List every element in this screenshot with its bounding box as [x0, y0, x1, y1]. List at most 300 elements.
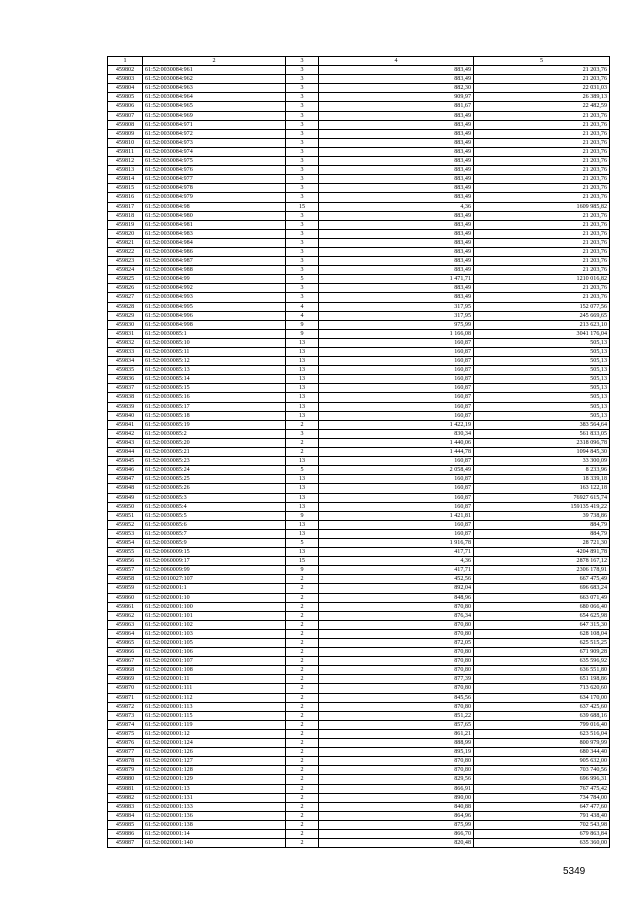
table-cell: 459873	[108, 711, 143, 720]
table-cell: 417,71	[319, 548, 474, 557]
header-cell: 5	[474, 57, 610, 66]
table-cell: 61:52:0020001:119	[143, 720, 286, 729]
table-row	[108, 802, 610, 811]
table-cell: 505,13	[474, 411, 610, 420]
table-cell: 505,13	[474, 393, 610, 402]
table-cell: 61:52:0030084:986	[143, 247, 286, 256]
table-cell: 634 170,00	[474, 693, 610, 702]
table-cell: 459848	[108, 484, 143, 493]
table-cell: 61:52:0030084:980	[143, 211, 286, 220]
table-cell: 61:52:0020001:105	[143, 639, 286, 648]
table-cell: 884,79	[474, 520, 610, 529]
table-row	[108, 538, 610, 547]
table-cell: 3041 176,04	[474, 329, 610, 338]
table-cell: 13	[286, 375, 319, 384]
table-cell: 1094 845,30	[474, 448, 610, 457]
table-cell: 505,13	[474, 348, 610, 357]
table-cell: 883,49	[319, 129, 474, 138]
table-cell: 4204 891,78	[474, 548, 610, 557]
table-row	[108, 675, 610, 684]
table-cell: 883,49	[319, 175, 474, 184]
table-cell: 459861	[108, 602, 143, 611]
table-cell: 61:52:0020001:136	[143, 811, 286, 820]
table-cell: 4	[286, 311, 319, 320]
table-cell: 459833	[108, 348, 143, 357]
table-cell: 61:52:0030085:3	[143, 493, 286, 502]
table-cell: 2	[286, 448, 319, 457]
table-cell: 61:52:0030084:992	[143, 284, 286, 293]
table-row	[108, 157, 610, 166]
table-row	[108, 575, 610, 584]
table-cell: 459829	[108, 311, 143, 320]
table-cell: 866,70	[319, 829, 474, 838]
table-row	[108, 493, 610, 502]
table-cell: 2	[286, 829, 319, 838]
table-cell: 870,80	[319, 684, 474, 693]
table-cell: 61:52:0030084:978	[143, 184, 286, 193]
table-cell: 61:52:0020001:12	[143, 729, 286, 738]
table-cell: 21 203,76	[474, 184, 610, 193]
table-cell: 160,87	[319, 493, 474, 502]
table-cell: 21 203,76	[474, 211, 610, 220]
table-cell: 459856	[108, 557, 143, 566]
table-cell: 459887	[108, 839, 143, 848]
table-cell: 61:52:0030084:996	[143, 311, 286, 320]
table-cell: 61:52:0060009:17	[143, 557, 286, 566]
table-cell: 883,49	[319, 66, 474, 75]
table-row	[108, 366, 610, 375]
table-cell: 459805	[108, 93, 143, 102]
table-cell: 459828	[108, 302, 143, 311]
table-cell: 61:52:0020001:111	[143, 684, 286, 693]
table-cell: 1 444,78	[319, 448, 474, 457]
table-cell: 459804	[108, 84, 143, 93]
table-cell: 3	[286, 429, 319, 438]
table-cell: 800 979,99	[474, 739, 610, 748]
table-row	[108, 739, 610, 748]
table-cell: 883,49	[319, 193, 474, 202]
table-row	[108, 266, 610, 275]
table-cell: 61:52:0030085:10	[143, 338, 286, 347]
table-cell: 13	[286, 493, 319, 502]
table-cell: 61:52:0020001:129	[143, 775, 286, 784]
table-cell: 459803	[108, 75, 143, 84]
table-cell: 13	[286, 357, 319, 366]
table-cell: 3	[286, 66, 319, 75]
table-cell: 2	[286, 629, 319, 638]
table-cell: 9	[286, 511, 319, 520]
table-cell: 892,04	[319, 584, 474, 593]
table-row	[108, 629, 610, 638]
table-cell: 459864	[108, 629, 143, 638]
table-cell: 459880	[108, 775, 143, 784]
table-cell: 61:52:0060009:99	[143, 566, 286, 575]
table-cell: 459814	[108, 175, 143, 184]
table-cell: 21 203,76	[474, 284, 610, 293]
table-cell: 883,49	[319, 211, 474, 220]
table-row	[108, 375, 610, 384]
table-cell: 13	[286, 475, 319, 484]
table-cell: 2878 167,12	[474, 557, 610, 566]
table-cell: 651 198,86	[474, 675, 610, 684]
table-cell: 459823	[108, 257, 143, 266]
table-cell: 13	[286, 457, 319, 466]
table-cell: 160,87	[319, 338, 474, 347]
table-cell: 895,19	[319, 748, 474, 757]
table-cell: 22 482,59	[474, 102, 610, 111]
table-cell: 61:52:0030085:11	[143, 348, 286, 357]
table-cell: 2	[286, 693, 319, 702]
table-row	[108, 138, 610, 147]
table-cell: 61:52:0030084:974	[143, 147, 286, 156]
table-cell: 28 721,30	[474, 538, 610, 547]
table-row	[108, 111, 610, 120]
table-cell: 61:52:0030084:98	[143, 202, 286, 211]
table-cell: 459853	[108, 529, 143, 538]
table-cell: 459839	[108, 402, 143, 411]
table-cell: 61:52:0030085:7	[143, 529, 286, 538]
table-cell: 21 203,76	[474, 247, 610, 256]
table-cell: 459809	[108, 129, 143, 138]
table-cell: 870,80	[319, 657, 474, 666]
table-cell: 459817	[108, 202, 143, 211]
table-cell: 459868	[108, 666, 143, 675]
table-row	[108, 811, 610, 820]
table-cell: 3	[286, 129, 319, 138]
table-cell: 459871	[108, 693, 143, 702]
table-cell: 61:52:0020001:108	[143, 666, 286, 675]
table-cell: 2	[286, 593, 319, 602]
table-cell: 883,49	[319, 147, 474, 156]
table-cell: 459851	[108, 511, 143, 520]
table-cell: 459852	[108, 520, 143, 529]
table-cell: 635 596,92	[474, 657, 610, 666]
table-cell: 21 203,76	[474, 220, 610, 229]
table-cell: 876,34	[319, 611, 474, 620]
table-row	[108, 529, 610, 538]
table-cell: 61:52:0030085:5	[143, 511, 286, 520]
table-row	[108, 302, 610, 311]
table-cell: 2	[286, 775, 319, 784]
table-cell: 2	[286, 702, 319, 711]
table-cell: 3	[286, 102, 319, 111]
table-cell: 459874	[108, 720, 143, 729]
table-cell: 61:52:0030085:24	[143, 466, 286, 475]
table-cell: 3	[286, 257, 319, 266]
table-cell: 2	[286, 575, 319, 584]
table-cell: 883,49	[319, 266, 474, 275]
table-cell: 851,22	[319, 711, 474, 720]
table-row	[108, 393, 610, 402]
table-cell: 21 203,76	[474, 266, 610, 275]
table-row	[108, 720, 610, 729]
table-cell: 459836	[108, 375, 143, 384]
table-cell: 2	[286, 793, 319, 802]
table-cell: 2	[286, 438, 319, 447]
table-cell: 160,87	[319, 411, 474, 420]
table-cell: 1 916,78	[319, 538, 474, 547]
table-cell: 459837	[108, 384, 143, 393]
table-row	[108, 129, 610, 138]
table-cell: 459832	[108, 338, 143, 347]
table-cell: 21 203,76	[474, 138, 610, 147]
table-cell: 160,87	[319, 484, 474, 493]
table-cell: 459863	[108, 620, 143, 629]
table-cell: 888,99	[319, 739, 474, 748]
table-row	[108, 147, 610, 156]
table-row	[108, 502, 610, 511]
table-cell: 829,56	[319, 775, 474, 784]
table-cell: 2	[286, 766, 319, 775]
table-cell: 459860	[108, 593, 143, 602]
table-cell: 459875	[108, 729, 143, 738]
table-cell: 8 233,96	[474, 466, 610, 475]
table-cell: 3	[286, 84, 319, 93]
table-cell: 3	[286, 184, 319, 193]
table-cell: 459824	[108, 266, 143, 275]
table-cell: 3	[286, 247, 319, 256]
table-cell: 2	[286, 675, 319, 684]
table-cell: 791 438,40	[474, 811, 610, 820]
table-cell: 383 564,64	[474, 420, 610, 429]
table-cell: 3	[286, 75, 319, 84]
table-cell: 61:52:0030084:983	[143, 229, 286, 238]
table-cell: 654 625,98	[474, 611, 610, 620]
table-cell: 2	[286, 802, 319, 811]
table-cell: 160,87	[319, 348, 474, 357]
table-cell: 2	[286, 602, 319, 611]
table-row	[108, 75, 610, 84]
table-cell: 61:52:0030085:23	[143, 457, 286, 466]
table-row	[108, 557, 610, 566]
table-cell: 3	[286, 211, 319, 220]
table-cell: 61:52:0030084:971	[143, 120, 286, 129]
table-cell: 3	[286, 138, 319, 147]
table-row	[108, 211, 610, 220]
table-cell: 21 203,76	[474, 257, 610, 266]
table-row	[108, 329, 610, 338]
table-cell: 160,87	[319, 457, 474, 466]
table-row	[108, 511, 610, 520]
table-cell: 2	[286, 684, 319, 693]
table-cell: 883,49	[319, 157, 474, 166]
table-row	[108, 466, 610, 475]
table-cell: 2	[286, 729, 319, 738]
table-cell: 245 669,65	[474, 311, 610, 320]
table-cell: 61:52:0020001:107	[143, 657, 286, 666]
table-cell: 61:52:0030085:14	[143, 375, 286, 384]
table-cell: 883,49	[319, 257, 474, 266]
table-cell: 61:52:0030084:972	[143, 129, 286, 138]
table-cell: 13	[286, 366, 319, 375]
table-cell: 3	[286, 238, 319, 247]
table-cell: 13	[286, 411, 319, 420]
table-row	[108, 84, 610, 93]
table-cell: 61:52:0020001:140	[143, 839, 286, 848]
table-cell: 703 740,56	[474, 766, 610, 775]
table-row	[108, 102, 610, 111]
table-cell: 61:52:0020001:124	[143, 739, 286, 748]
table-row	[108, 193, 610, 202]
table-cell: 33 300,09	[474, 457, 610, 466]
table-row	[108, 584, 610, 593]
table-cell: 505,13	[474, 338, 610, 347]
table-row	[108, 766, 610, 775]
table-row	[108, 348, 610, 357]
table-cell: 877,39	[319, 675, 474, 684]
table-cell: 2	[286, 584, 319, 593]
table-row	[108, 275, 610, 284]
table-cell: 459850	[108, 502, 143, 511]
table-row	[108, 775, 610, 784]
table-cell: 13	[286, 548, 319, 557]
table-cell: 61:52:0030085:13	[143, 366, 286, 375]
table-cell: 3	[286, 166, 319, 175]
table-cell: 2	[286, 839, 319, 848]
table-row	[108, 402, 610, 411]
table-cell: 2	[286, 748, 319, 757]
table-cell: 61:52:0030084:979	[143, 193, 286, 202]
table-cell: 820,48	[319, 839, 474, 848]
data-table	[107, 56, 610, 848]
table-cell: 15	[286, 557, 319, 566]
table-cell: 864,96	[319, 811, 474, 820]
table-cell: 61:52:0020001:103	[143, 629, 286, 638]
table-cell: 61:52:0020001:13	[143, 784, 286, 793]
table-cell: 61:52:0010027:107	[143, 575, 286, 584]
table-cell: 870,80	[319, 757, 474, 766]
table-row	[108, 411, 610, 420]
table-cell: 21 203,76	[474, 120, 610, 129]
table-cell: 459855	[108, 548, 143, 557]
table-cell: 61:52:0030084:964	[143, 93, 286, 102]
table-cell: 459825	[108, 275, 143, 284]
table-cell: 883,49	[319, 166, 474, 175]
table-cell: 459802	[108, 66, 143, 75]
table-cell: 160,87	[319, 375, 474, 384]
table-cell: 459845	[108, 457, 143, 466]
table-cell: 459826	[108, 284, 143, 293]
table-row	[108, 829, 610, 838]
table-cell: 647 315,30	[474, 620, 610, 629]
table-cell: 5	[286, 275, 319, 284]
table-cell: 884,79	[474, 529, 610, 538]
table-cell: 2306 178,91	[474, 566, 610, 575]
table-cell: 459842	[108, 429, 143, 438]
table-cell: 160,87	[319, 393, 474, 402]
table-cell: 883,49	[319, 138, 474, 147]
table-cell: 61:52:0030084:998	[143, 320, 286, 329]
table-cell: 872,05	[319, 639, 474, 648]
table-cell: 160,87	[319, 366, 474, 375]
table-row	[108, 166, 610, 175]
table-cell: 2	[286, 611, 319, 620]
table-cell: 417,71	[319, 566, 474, 575]
table-cell: 21 203,76	[474, 66, 610, 75]
table-cell: 3	[286, 157, 319, 166]
table-cell: 459808	[108, 120, 143, 129]
table-row	[108, 284, 610, 293]
table-cell: 160,87	[319, 357, 474, 366]
table-cell: 21 203,76	[474, 157, 610, 166]
table-cell: 61:52:0030084:993	[143, 293, 286, 302]
table-cell: 505,13	[474, 402, 610, 411]
table-cell: 61:52:0020001:131	[143, 793, 286, 802]
table-cell: 1 422,19	[319, 420, 474, 429]
table-cell: 2	[286, 720, 319, 729]
table-cell: 61:52:0030084:965	[143, 102, 286, 111]
table-cell: 21 203,76	[474, 129, 610, 138]
table-cell: 459879	[108, 766, 143, 775]
table-row	[108, 684, 610, 693]
table-cell: 459865	[108, 639, 143, 648]
table-cell: 13	[286, 520, 319, 529]
table-cell: 702 543,98	[474, 820, 610, 829]
table-cell: 881,67	[319, 102, 474, 111]
table-cell: 2	[286, 757, 319, 766]
table-cell: 160,87	[319, 402, 474, 411]
table-cell: 883,49	[319, 184, 474, 193]
table-cell: 1 440,06	[319, 438, 474, 447]
table-cell: 459834	[108, 357, 143, 366]
table-cell: 459883	[108, 802, 143, 811]
table-row	[108, 793, 610, 802]
table-cell: 883,49	[319, 120, 474, 129]
table-cell: 3	[286, 93, 319, 102]
header-cell: 1	[108, 57, 143, 66]
table-cell: 459827	[108, 293, 143, 302]
table-cell: 459813	[108, 166, 143, 175]
table-cell: 2	[286, 620, 319, 629]
table-cell: 4,36	[319, 557, 474, 566]
table-cell: 61:52:0020001:14	[143, 829, 286, 838]
table-cell: 160,87	[319, 475, 474, 484]
table-cell: 61:52:0030084:973	[143, 138, 286, 147]
table-cell: 459812	[108, 157, 143, 166]
header-cell: 3	[286, 57, 319, 66]
table-cell: 61:52:0030085:26	[143, 484, 286, 493]
table-cell: 459858	[108, 575, 143, 584]
table-cell: 5	[286, 538, 319, 547]
table-cell: 2	[286, 811, 319, 820]
table-cell: 882,30	[319, 84, 474, 93]
table-cell: 1 166,08	[319, 329, 474, 338]
table-cell: 26 389,13	[474, 93, 610, 102]
table-cell: 459866	[108, 648, 143, 657]
table-cell: 2	[286, 784, 319, 793]
table-row	[108, 757, 610, 766]
table-cell: 3	[286, 266, 319, 275]
table-cell: 870,80	[319, 620, 474, 629]
table-cell: 459886	[108, 829, 143, 838]
table-cell: 861,21	[319, 729, 474, 738]
table-cell: 680 344,40	[474, 748, 610, 757]
table-cell: 459816	[108, 193, 143, 202]
table-row	[108, 702, 610, 711]
table-cell: 459885	[108, 820, 143, 829]
table-cell: 870,80	[319, 666, 474, 675]
table-cell: 459818	[108, 211, 143, 220]
table-cell: 61:52:0020001:128	[143, 766, 286, 775]
table-cell: 9	[286, 329, 319, 338]
table-cell: 61:52:0030085:21	[143, 448, 286, 457]
table-cell: 883,49	[319, 238, 474, 247]
table-cell: 459811	[108, 147, 143, 156]
table-cell: 61:52:0030085:1	[143, 329, 286, 338]
table-cell: 857,65	[319, 720, 474, 729]
table-cell: 840,88	[319, 802, 474, 811]
table-cell: 459830	[108, 320, 143, 329]
